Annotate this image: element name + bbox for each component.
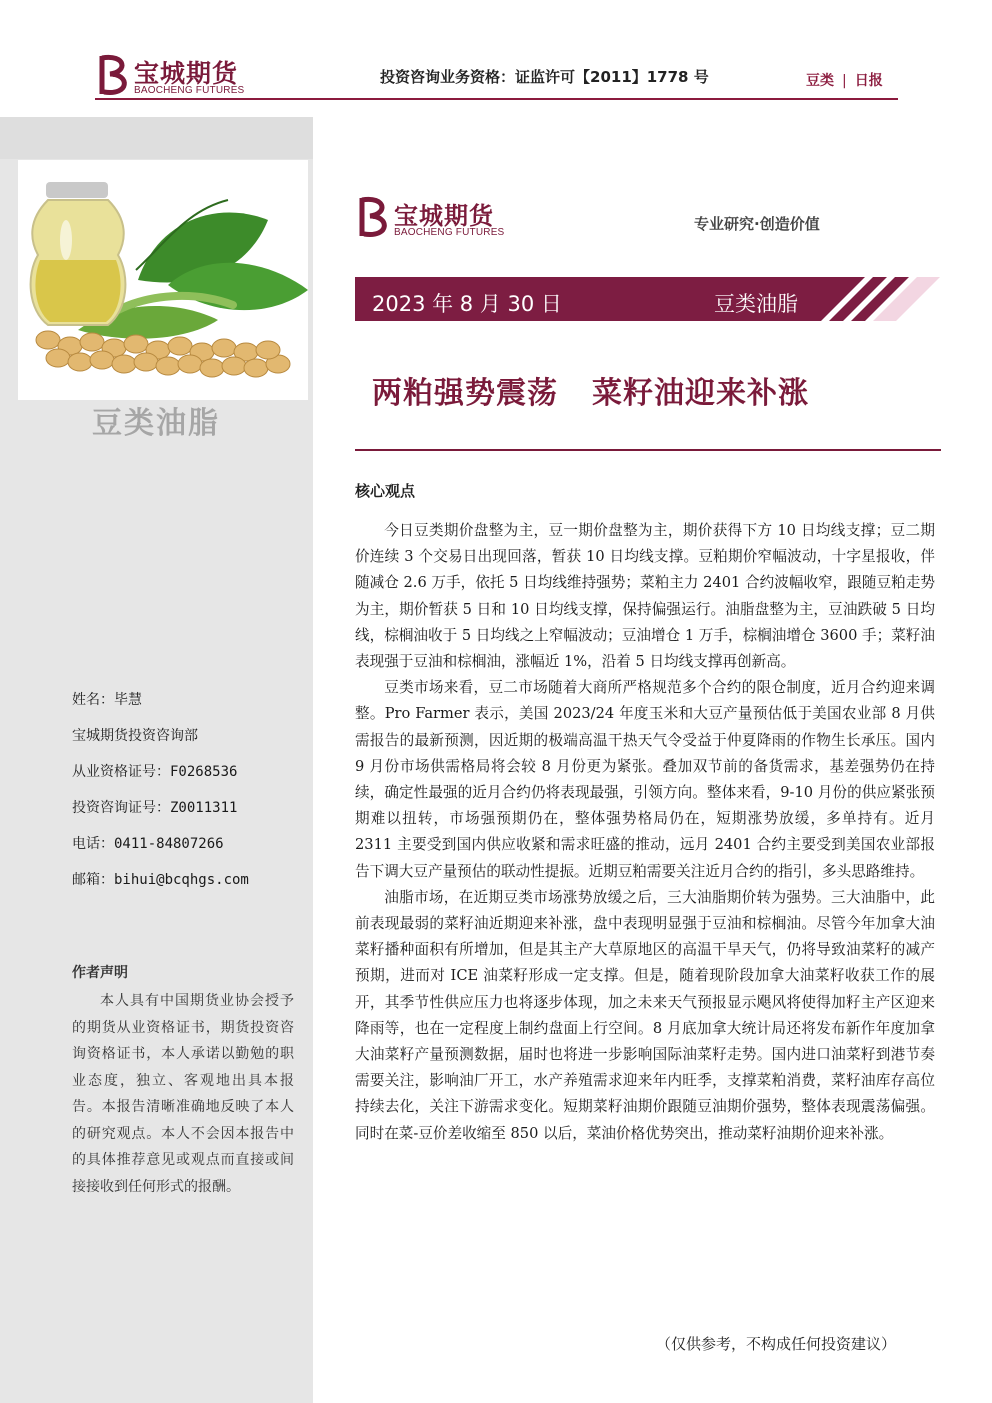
report-category: 豆类油脂 xyxy=(714,292,798,316)
tag-separator: | xyxy=(842,73,847,89)
report-logo xyxy=(356,194,531,240)
report-title-part1: 两粕强势震荡 xyxy=(372,376,558,411)
sidebar-title: 豆类油脂 xyxy=(92,406,220,441)
analyst-advisory-license: 投资咨询证号：Z0011311 xyxy=(72,800,238,816)
section-title: 核心观点 xyxy=(355,482,416,500)
title-divider xyxy=(355,449,941,451)
header-logo-english: BAOCHENG FUTURES xyxy=(134,85,245,96)
product-image xyxy=(18,160,308,400)
company-logo-icon xyxy=(356,194,390,240)
report-title-part2: 菜籽油迎来补涨 xyxy=(592,376,809,411)
header-divider xyxy=(95,98,898,100)
paragraph-market-summary: 今日豆类期价盘整为主，豆一期价盘整为主，期价获得下方 10 日均线支撑；豆二期价连续 3 个交易日出现回落，暂获 10 日均线支撑。豆粕期价窄幅波动，十字星报收，伴随减仓 2.6 万手，依托 5 日均线维持强势；菜粕主力 2401 合约波幅收窄，跟随豆粕走势为主，期价暂获 5 日和 10 日均线支撑，保持偏强运行。油脂盘整为主，豆油跌破 5 日均线，棕榈油收于 5 日均线之上窄幅波动；豆油增仓 1 万手，棕榈油增仓 3600 手；菜籽油表现强于豆油和棕榈油，涨幅近 1%，沿着 5 日均线支撑再创新高。 xyxy=(355,522,935,671)
analyst-department: 宝城期货投资咨询部 xyxy=(72,728,198,744)
report-date: 2023 年 8 月 30 日 xyxy=(372,292,562,316)
paragraph-oil-market: 油脂市场，在近期豆类市场涨势放缓之后，三大油脂期价转为强势。三大油脂中，此前表现最弱的菜籽油近期迎来补涨，盘中表现明显强于豆油和棕榈油。尽管今年加拿大油菜籽播种面积有所增加，但是其主产大草原地区的高温干旱天气，仍将导致油菜籽的减产预期，进而对 ICE 油菜籽形成一定支撑。但是，随着现阶段加拿大油菜籽收获工作的展开，其季节性供应压力也将逐步体现，加之未来天气预报显示飓风将使得加籽主产区迎来降雨等，也在一定程度上制约盘面上行空间。8 月底加拿大统计局还将发布新作年度加拿大油菜籽产量预测数据，届时也将进一步影响国际油菜籽走势。国内进口油菜籽到港节奏需要关注，影响油厂开工，水产养殖需求迎来年内旺季，支撑菜粕消费，菜籽油库存高位持续去化，关注下游需求变化。短期菜籽油期价跟随豆油期价强势，整体表现震荡偏强。同时在菜-豆价差收缩至 850 以后，菜油价格优势突出，推动菜籽油期价迎来补涨。 xyxy=(355,888,935,1142)
header-logo xyxy=(96,52,256,102)
paragraph-soybean-market: 豆类市场来看，豆二市场随着大商所严格规范多个合约的限仓制度，近月合约迎来调整。Pro Farmer 表示，美国 2023/24 年度玉米和大豆产量预估低于美国农业部 8 月供需报告的最新预测，因近期的极端高温干热天气令受益于仲夏降雨的作物生长承压。国内 9 月份市场供需格局将会较 8 月份更为紧张。叠加双节前的备货需求，基差强势仍在持续，确定性最强的近月合约仍将表现最强，引领方向。整体来看，9-10 月份的供应紧张预期难以扭转，市场强预期仍在，整体强势格局仍在，短期涨势放缓，多单持有。近月 2311 主要受到国内供应收紧和需求旺盛的推动，远月 2401 合约主要受到美国农业部报告下调大豆产量预估的联动性提振。近期豆粕需要关注近月合约的指引，多头思路维持。 xyxy=(355,679,935,880)
company-logo-icon xyxy=(96,52,130,98)
analyst-email[interactable]: 邮箱：bihui@bcqhgs.com xyxy=(72,872,249,888)
company-slogan: 专业研究·创造价值 xyxy=(694,215,820,233)
qualification-text: 投资咨询业务资格：证监许可【2011】1778 号 xyxy=(380,68,709,86)
report-title xyxy=(372,368,809,412)
disclaimer: （仅供参考，不构成任何投资建议） xyxy=(656,1335,897,1353)
header-logo-text: 宝城期货 xyxy=(134,59,239,88)
analyst-contact xyxy=(72,690,302,906)
declaration-body: 本人具有中国期货业协会授予的期货从业资格证书，期货投资咨询资格证书，本人承诺以勤勉的职业态度，独立、客观地出具本报告。本报告清晰准确地反映了本人的研究观点。本人不会因本报告中的具体推荐意见或观点而直接或间接接收到任何形式的报酬。 xyxy=(72,993,294,1195)
report-body xyxy=(355,518,935,1147)
report-logo-english: BAOCHENG FUTURES xyxy=(394,227,505,238)
analyst-name: 姓名：毕慧 xyxy=(72,692,142,708)
report-category-tag: 豆类 xyxy=(806,73,834,89)
sidebar-top-strip xyxy=(0,117,313,159)
report-logo-text: 宝城期货 xyxy=(394,202,494,230)
analyst-phone: 电话：0411-84807266 xyxy=(72,836,224,852)
analyst-license: 从业资格证号：F0268536 xyxy=(72,764,238,780)
report-type-tag: 日报 xyxy=(854,73,883,89)
report-tag xyxy=(806,70,883,90)
declaration-title: 作者声明 xyxy=(72,965,128,981)
soybean-oil-illustration xyxy=(18,160,308,400)
